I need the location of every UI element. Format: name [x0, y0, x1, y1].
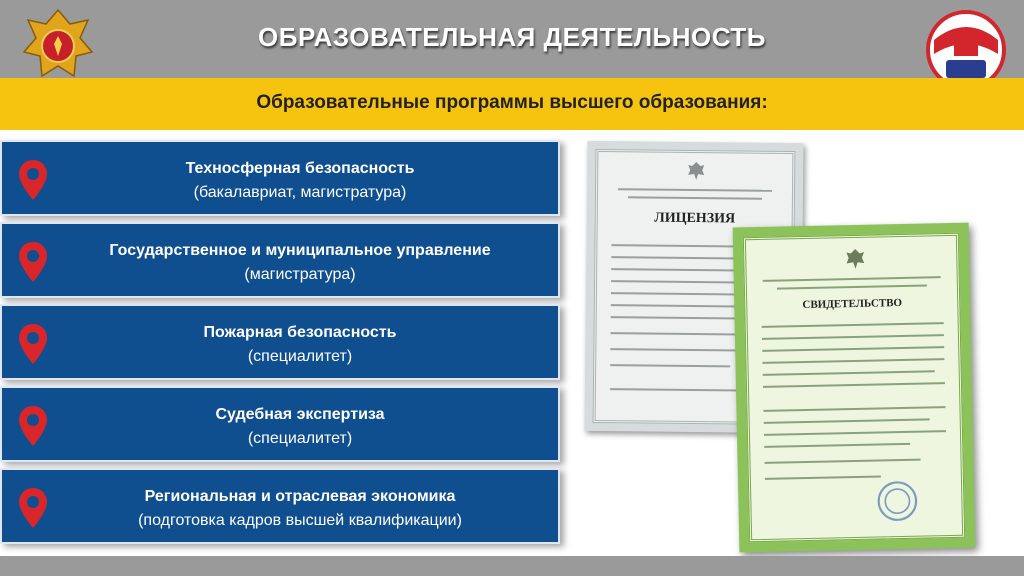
program-level: (специалитет): [247, 430, 353, 447]
program-name: Пожарная безопасность: [203, 324, 397, 341]
certificate-title: СВИДЕТЕЛЬСТВО: [802, 296, 903, 312]
coat-of-arms-icon: [844, 248, 866, 270]
coat-of-arms-icon: [686, 161, 706, 181]
program-item-technosphere-safety: [0, 140, 560, 216]
seal-stamp-icon: [875, 479, 920, 524]
program-list: [0, 136, 570, 546]
program-item-fire-safety: [0, 304, 560, 380]
program-name: Региональная и отраслевая экономика: [144, 488, 456, 505]
program-name: Государственное и муниципальное управление: [109, 242, 491, 259]
program-level: (магистратура): [244, 266, 356, 283]
program-level: (подготовка кадров высшей квалификации): [138, 512, 462, 529]
section-subtitle: Образовательные программы высшего образования:: [256, 92, 768, 113]
page-title: ОБРАЗОВАТЕЛЬНАЯ ДЕЯТЕЛЬНОСТЬ: [258, 22, 766, 52]
accreditation-certificate-image: [733, 223, 976, 553]
program-name: Техносферная безопасность: [185, 160, 415, 177]
program-level: (специалитет): [247, 348, 353, 365]
program-item-regional-economics: [0, 468, 560, 544]
program-item-public-administration: [0, 222, 560, 298]
program-item-forensic-expertise: [0, 386, 560, 462]
license-title: ЛИЦЕНЗИЯ: [654, 210, 736, 227]
program-name: Судебная экспертиза: [215, 406, 385, 423]
footer-bar: [0, 556, 1024, 576]
program-level: (бакалавриат, магистратура): [193, 184, 407, 201]
